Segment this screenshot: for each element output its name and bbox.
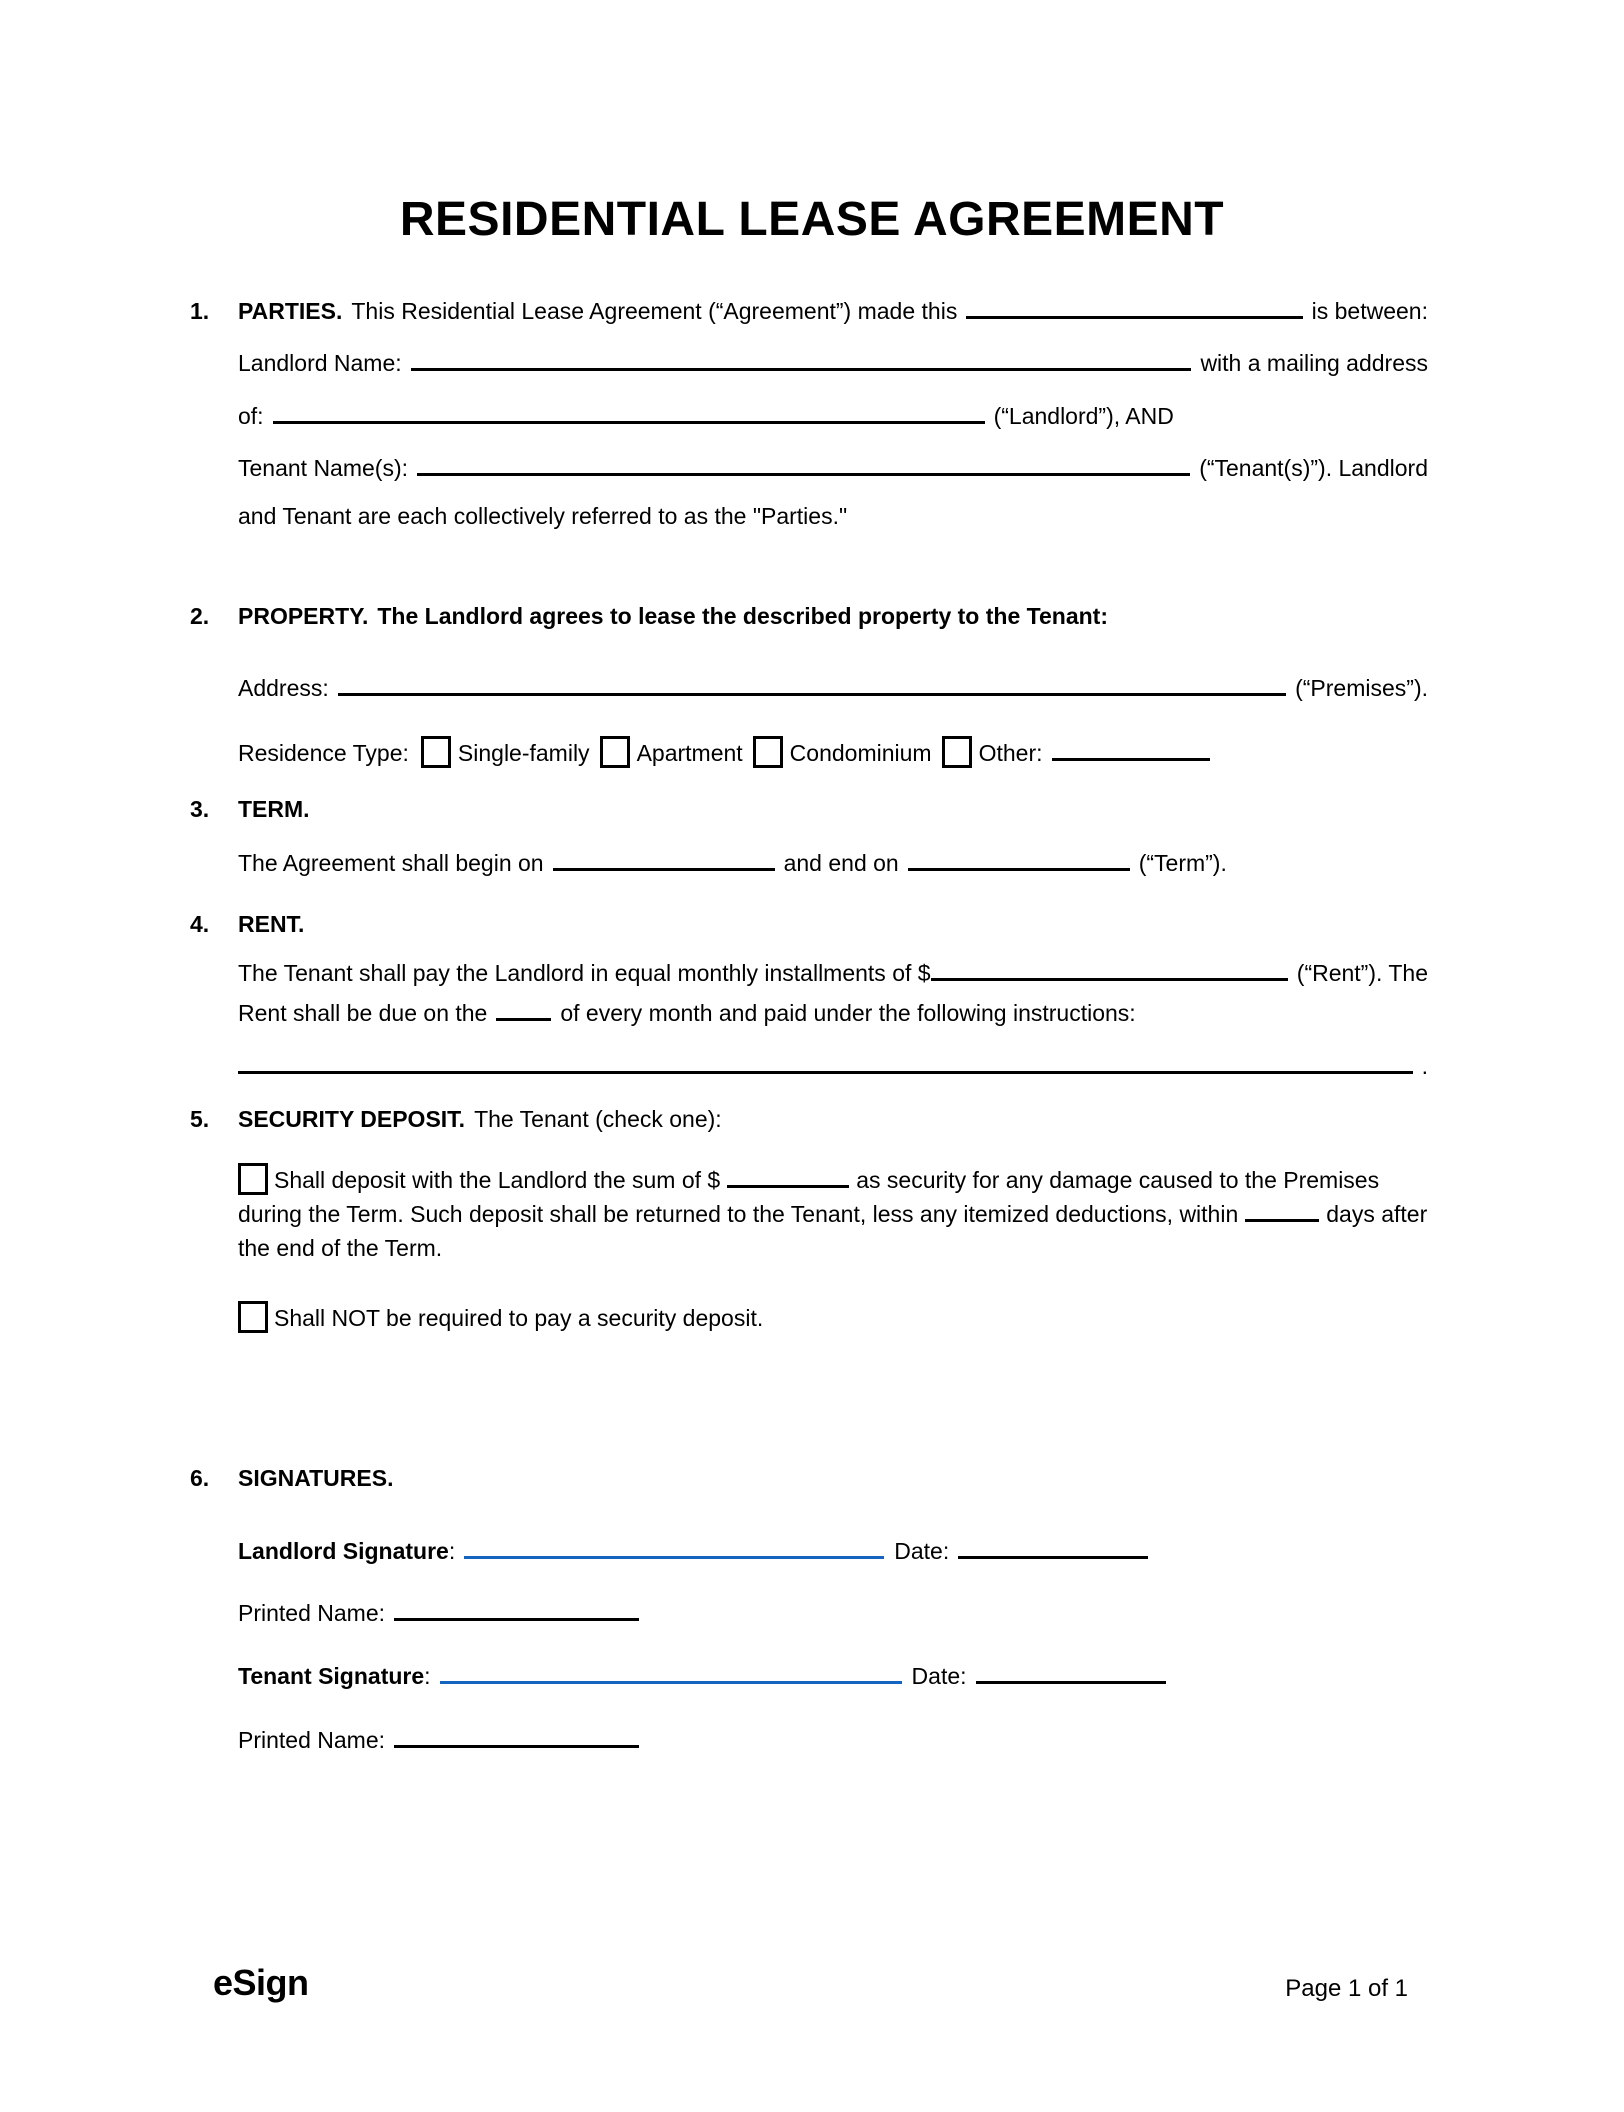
tenant-name-blank[interactable]: [417, 451, 1190, 476]
section-number-signatures: 6.: [190, 1465, 210, 1491]
term-body-line: [238, 846, 1428, 878]
tenant-name-suffix: (“Tenant(s)”). Landlord: [1199, 455, 1428, 481]
landlord-signature-label: Landlord Signature: [238, 1538, 449, 1564]
landlord-date-blank[interactable]: [958, 1534, 1148, 1559]
section-number-property: 2.: [190, 603, 210, 629]
tenant-signature-field[interactable]: [440, 1659, 902, 1684]
condominium-label: Condominium: [789, 740, 932, 766]
property-heading-line: [190, 601, 1428, 631]
term-end-date-blank[interactable]: [908, 846, 1130, 871]
tenant-printed-name-blank[interactable]: [394, 1723, 639, 1748]
deposit-required-checkbox[interactable]: [238, 1163, 268, 1195]
landlord-name-blank[interactable]: [411, 346, 1192, 371]
parties-intro-text: This Residential Lease Agreement (“Agreement”) made this: [351, 298, 958, 324]
other-checkbox[interactable]: [942, 736, 972, 768]
property-heading-rest: The Landlord agrees to lease the described property to the Tenant:: [377, 603, 1108, 629]
rent-heading: RENT.: [238, 911, 305, 937]
parties-intro-suffix: is between:: [1311, 298, 1428, 324]
of-suffix: (“Landlord”), AND: [993, 403, 1174, 429]
address-suffix: (“Premises”).: [1295, 675, 1428, 701]
term-heading-line: [190, 794, 1428, 824]
parties-intro-line: [190, 294, 1428, 326]
single-family-checkbox[interactable]: [421, 736, 451, 768]
section-number-deposit: 5.: [190, 1106, 210, 1132]
term-end-text: and end on: [783, 850, 899, 876]
tenant-date-blank[interactable]: [976, 1659, 1166, 1684]
rent-amount-blank[interactable]: [931, 956, 1288, 981]
tenant-date-label: Date:: [911, 1663, 967, 1689]
page-number: Page 1 of 1: [1285, 1975, 1408, 2002]
rent-instructions-line: [238, 1049, 1428, 1081]
section-number-parties: 1.: [190, 298, 210, 324]
tenant-printed-name-line: [238, 1723, 1428, 1755]
rent-instructions-period: .: [1421, 1053, 1428, 1079]
rent-due-text: Rent shall be due on the: [238, 1000, 488, 1026]
deposit-return-days-blank[interactable]: [1245, 1197, 1319, 1222]
landlord-address-line: [238, 399, 1428, 431]
term-suffix: (“Term”).: [1138, 850, 1227, 876]
property-heading: PROPERTY.: [238, 603, 369, 629]
parties-outro-line: [238, 501, 1428, 531]
no-deposit-checkbox[interactable]: [238, 1301, 268, 1333]
rent-due-suffix: of every month and paid under the following instructions:: [560, 1000, 1136, 1026]
landlord-address-blank[interactable]: [273, 399, 985, 424]
deposit-amount-blank[interactable]: [727, 1163, 849, 1188]
landlord-date-label: Date:: [894, 1538, 950, 1564]
tenant-printed-name-label: Printed Name:: [238, 1727, 386, 1753]
section-number-rent: 4.: [190, 911, 210, 937]
deposit-option2-line: [238, 1301, 1428, 1333]
deposit-option1-pre: Shall deposit with the Landlord the sum of $: [274, 1167, 721, 1193]
tenant-name-label: Tenant Name(s):: [238, 455, 409, 481]
residence-type-label: Residence Type:: [238, 740, 409, 766]
rent-amount-line: [238, 956, 1428, 988]
landlord-printed-name-line: [238, 1596, 1428, 1628]
deposit-heading: SECURITY DEPOSIT.: [238, 1106, 466, 1132]
tenant-signature-label: Tenant Signature: [238, 1663, 425, 1689]
other-residence-blank[interactable]: [1052, 736, 1210, 761]
parties-heading: PARTIES.: [238, 298, 343, 324]
single-family-label: Single-family: [457, 740, 590, 766]
landlord-name-line: [238, 346, 1428, 378]
rent-amount-suffix: (“Rent”). The: [1296, 960, 1428, 986]
landlord-name-suffix: with a mailing address: [1200, 350, 1428, 376]
residence-type-line: [238, 736, 1428, 768]
deposit-option1-mid: as security for any damage caused to the Premises during the Term. Such deposit shall be returned to the Tenant, less any itemized deductions, within: [238, 1167, 1380, 1227]
rent-amount-text: The Tenant shall pay the Landlord in equal monthly installments of $: [238, 960, 931, 986]
apartment-checkbox[interactable]: [600, 736, 630, 768]
payment-instructions-blank[interactable]: [238, 1049, 1413, 1074]
landlord-signature-colon: :: [448, 1538, 456, 1564]
signatures-heading: SIGNATURES.: [238, 1465, 394, 1491]
rent-due-day-blank[interactable]: [496, 996, 551, 1021]
landlord-signature-field[interactable]: [464, 1534, 884, 1559]
landlord-printed-name-label: Printed Name:: [238, 1600, 386, 1626]
deposit-option1-paragraph: [238, 1163, 1430, 1265]
deposit-heading-rest: The Tenant (check one):: [474, 1106, 722, 1132]
property-address-blank[interactable]: [338, 671, 1286, 696]
tenant-signature-line: [238, 1659, 1428, 1691]
section-number-term: 3.: [190, 796, 210, 822]
document-title: RESIDENTIAL LEASE AGREEMENT: [399, 193, 1225, 246]
signatures-heading-line: [190, 1463, 1428, 1493]
agreement-date-blank[interactable]: [966, 294, 1302, 319]
esign-logo: eSign: [213, 1962, 309, 2003]
other-label: Other:: [978, 740, 1043, 766]
rent-heading-line: [190, 909, 1428, 939]
parties-outro-text: and Tenant are each collectively referred to as the "Parties.": [238, 503, 848, 529]
condominium-checkbox[interactable]: [753, 736, 783, 768]
of-label: of:: [238, 403, 264, 429]
deposit-option1-end: days after the end of the Term.: [238, 1201, 1428, 1261]
landlord-signature-line: [238, 1534, 1428, 1566]
apartment-label: Apartment: [636, 740, 743, 766]
address-label: Address:: [238, 675, 329, 701]
landlord-printed-name-blank[interactable]: [394, 1596, 639, 1621]
term-start-date-blank[interactable]: [553, 846, 775, 871]
tenant-signature-colon: :: [424, 1663, 431, 1689]
term-begin-text: The Agreement shall begin on: [238, 850, 544, 876]
property-address-line: [238, 671, 1428, 703]
deposit-option2-text: Shall NOT be required to pay a security deposit.: [274, 1305, 764, 1331]
tenant-name-line: [238, 451, 1428, 483]
landlord-name-label: Landlord Name:: [238, 350, 402, 376]
deposit-heading-line: [190, 1104, 1428, 1134]
rent-due-line: [238, 996, 1428, 1028]
term-heading: TERM.: [238, 796, 310, 822]
